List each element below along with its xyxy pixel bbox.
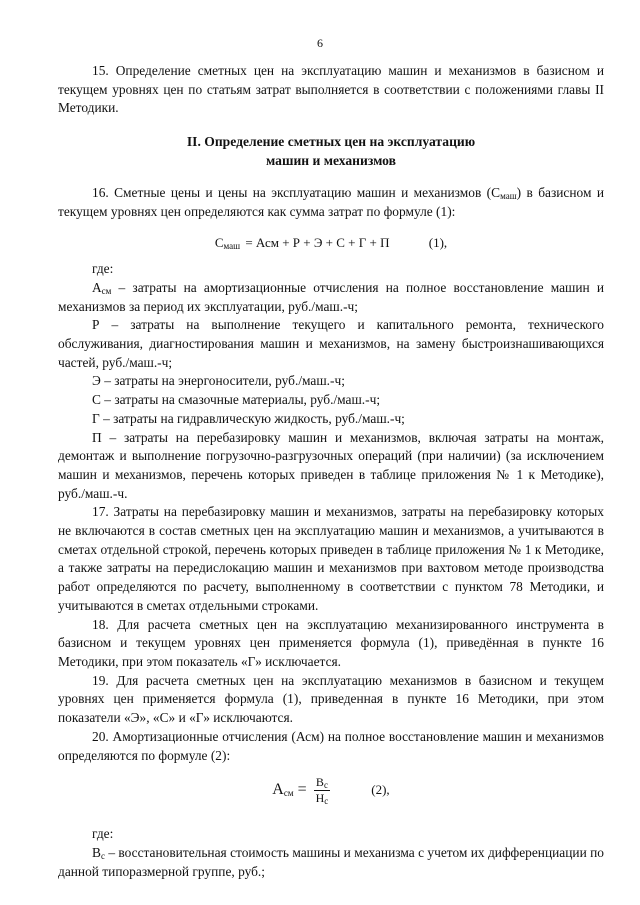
formula-2-number: (2), [371, 782, 390, 798]
where-label-1: где: [92, 261, 114, 277]
formula-2-numerator-sub: с [323, 780, 328, 791]
definition-b-symbol: В [92, 844, 101, 860]
section-heading [58, 132, 604, 170]
formula-2 [58, 775, 604, 815]
formula-2-denominator-sub: с [324, 796, 329, 807]
formula-2-lhs [272, 781, 293, 800]
formula-2-denominator [314, 791, 331, 806]
definition-a-symbol: А [92, 279, 102, 295]
definition-p: Р – затраты на выполнение текущего и капитального ремонта, технического обслуживания, диагностирования машин и механизмов, на замену быстроизнашивающихся частей, руб./маш.-ч; [58, 317, 604, 370]
formula-1-lhs-sub: маш [223, 240, 241, 251]
paragraph-19: 19. Для расчета сметных цен на эксплуатацию механизмов в базисном и текущем уровнях цен применяется формула (1), приведенная в пункте 16 Методики, при этом показатели «Э», «С» и «Г» исключаются. [58, 672, 604, 726]
formula-1-rhs: = Асм + Р + Э + С + Г + П [245, 234, 390, 250]
formula-1-lhs-main: С [214, 234, 224, 250]
definition-c: С – затраты на смазочные материалы, руб./маш.-ч; [92, 392, 381, 408]
formula-2-equals: = [297, 781, 307, 799]
formula-2-lhs-main: А [272, 781, 284, 799]
definition-b [58, 844, 604, 881]
formula-2-denominator-main: Н [315, 791, 325, 806]
definition-g: Г – затраты на гидравлическую жидкость, руб./маш.-ч; [92, 410, 405, 426]
paragraph-18: 18. Для расчета сметных цен на эксплуатацию механизированного инструмента в базисном и текущем уровнях цен применяется формула (1), приведённая в пункте 16 Методики, при этом показатель «Г» исключается. [58, 616, 604, 669]
definition-e: Э – затраты на энергоносители, руб./маш.-ч; [92, 373, 345, 389]
section-heading-line2: машин и механизмов [266, 153, 396, 169]
formula-2-fraction [314, 775, 331, 806]
definition-a-subscript: см [101, 285, 112, 296]
where-label-2: где: [92, 826, 114, 842]
definition-b-subscript: с [100, 850, 105, 861]
page-number: 6 [317, 36, 323, 50]
page-content [58, 62, 604, 881]
definition-a [58, 279, 604, 316]
paragraph-20: 20. Амортизационные отчисления (Асм) на полное восстановление машин и механизмов определяются по формуле (2): [58, 728, 604, 763]
paragraph-16-subscript: маш [500, 191, 517, 202]
definition-pi: П – затраты на перебазировку машин и механизмов, включая затраты на монтаж, демонтаж и выполнение погрузочно-разгрузочных операций (при наличии) (за исключением машин и механизмов, перечень которых приведен в таблице приложения № 1 к Методике), руб./маш.-ч. [58, 429, 604, 501]
paragraph-15: 15. Определение сметных цен на эксплуатацию машин и механизмов в базисном и текущем уровнях цен по статьям затрат выполняется в соответствии с положениями главы II Методики. [58, 63, 604, 116]
paragraph-16-text-b: ) в базисном и текущем уровнях цен определяются как сумма затрат по формуле (1): [58, 185, 604, 219]
formula-1 [58, 234, 604, 253]
formula-2-numerator-main: В [315, 775, 324, 790]
definition-a-text: – затраты на амортизационные отчисления на полное восстановление машин и механизмов за период их эксплуатации, руб./маш.-ч; [58, 279, 604, 314]
definition-b-text: – восстановительная стоимость машины и механизма с учетом их дифференциации по данной типоразмерной группе, руб.; [58, 844, 604, 879]
paragraph-17: 17. Затраты на перебазировку машин и механизмов, затраты на перебазировку которых не включаются в состав сметных цен на эксплуатацию машин и механизмов, а учитываются в сметах отдельной строкой, перечень которых приведен в таблице приложения № 1 к Методике, а также затраты на передислокацию машин и механизмов при вахтовом методе производства работ определяются по расчету, выполненному в соответствии с пунктом 78 Методики, и учитываются в сметах отдельными строками. [58, 504, 604, 613]
formula-2-lhs-sub: см [283, 788, 294, 799]
paragraph-16-text-a: 16. Сметные цены и цены на эксплуатацию машин и механизмов (С [92, 185, 501, 201]
formula-2-numerator [314, 775, 330, 791]
paragraph-16 [58, 184, 604, 221]
formula-1-number: (1), [428, 234, 448, 250]
section-heading-line1: II. Определение сметных цен на эксплуатацию [186, 134, 476, 150]
formula-2-body [272, 775, 389, 806]
formula-1-lhs [215, 235, 240, 250]
